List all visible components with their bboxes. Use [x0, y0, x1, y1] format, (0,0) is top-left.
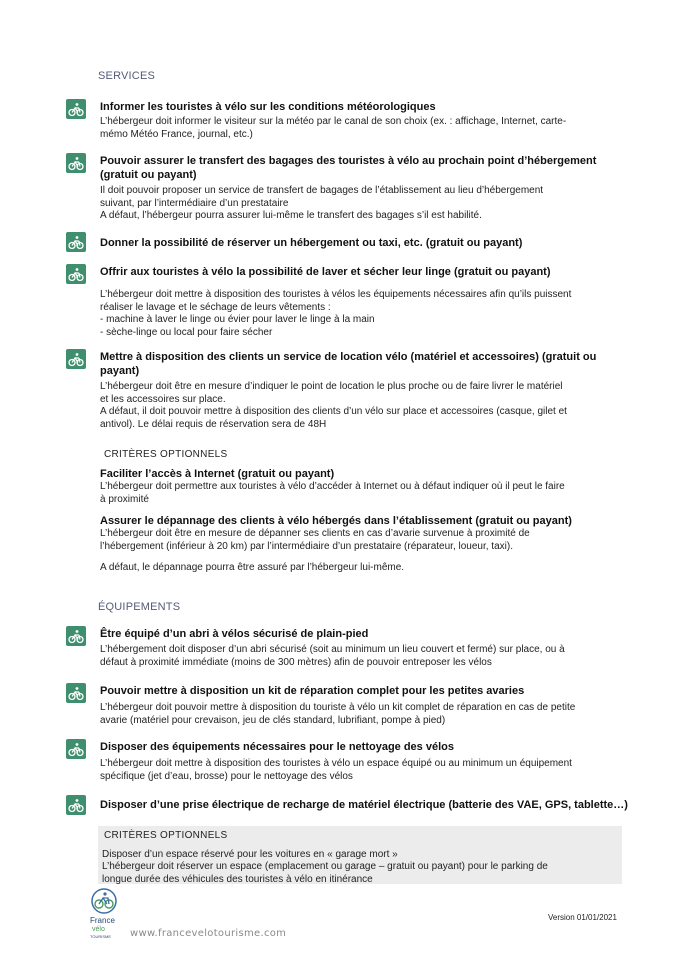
service-item-weather: [66, 99, 636, 143]
item-body: L’hébergeur doit être en mesure d’indiquer le point de location le plus proche ou de faire livrer le matériel et les accessoires sur place. A défaut, il doit pouvoir mettre à disposition des clients d’un vélo sur place et accessoires (casque, gilet et antivol). Le délai requis de réservation sera de 48H: [100, 381, 567, 430]
cyclist-icon: [66, 795, 86, 815]
cyclist-icon: [66, 264, 86, 284]
item-title: Faciliter l’accès à Internet (gratuit ou payant): [100, 468, 335, 480]
optional-item-internet: [100, 467, 634, 506]
cyclist-icon: [66, 232, 86, 252]
optional-criteria-body: Disposer d’un espace réservé pour les voitures en « garage mort » L’hébergeur doit réserver un espace (emplacement ou garage – gratuit ou payant) pour le parking de longue durée des véhicules des touristes à vélo en itinérance: [102, 849, 548, 885]
cyclist-icon: [66, 99, 86, 119]
service-item-luggage-transfer: [66, 153, 636, 223]
equipment-item-repair-kit: [66, 683, 636, 729]
item-title: Pouvoir mettre à disposition un kit de réparation complet pour les petites avaries: [100, 685, 525, 697]
optional-item-repair: [100, 514, 634, 575]
item-title: Disposer d’une prise électrique de recharge de matériel électrique (batterie des VAE, GPS, tablette…): [100, 799, 628, 811]
item-title: Assurer le dépannage des clients à vélo hébergés dans l’établissement (gratuit ou payant): [100, 515, 572, 527]
item-body: L’hébergeur doit mettre à disposition des touristes à vélos les équipements nécessaires afin qu’ils puissent réaliser le lavage et le séchage de leurs vêtements : - machine à laver le linge ou évier pour laver le linge à la main - sèche-linge ou local pour faire sécher: [100, 289, 572, 338]
footer-version: Version 01/01/2021: [548, 913, 617, 922]
service-item-laundry: [66, 264, 636, 342]
item-extra: A défaut, le dépannage pourra être assuré par l’hébergeur lui-même.: [100, 562, 405, 574]
section-heading-services: SERVICES: [98, 70, 156, 82]
optional-criteria-heading: CRITÈRES OPTIONNELS: [104, 830, 228, 841]
cyclist-icon: [66, 683, 86, 703]
item-title: Pouvoir assurer le transfert des bagages des touristes à vélo au prochain point d’hébergement (gratuit ou payant): [100, 155, 597, 181]
item-body: Il doit pouvoir proposer un service de transfert de bagages de l’établissement au lieu d’hébergement suivant, par l’intermédiaire d’un prestataire A défaut, l’hébergeur pourra assurer lui-même le transfert des bagages s’il est habilité.: [100, 185, 544, 222]
item-body: L’hébergeur doit informer le visiteur sur la météo par le canal de son choix (ex. : affichage, Internet, carte- mémo Météo France, journal, etc.): [100, 116, 567, 140]
cyclist-icon: [66, 349, 86, 369]
item-title: Mettre à disposition des clients un service de location vélo (matériel et accessoires) (gratuit ou payant): [100, 351, 597, 377]
cyclist-icon: [66, 739, 86, 759]
item-title: Donner la possibilité de réserver un hébergement ou taxi, etc. (gratuit ou payant): [100, 237, 523, 249]
item-body: L’hébergement doit disposer d’un abri sécurisé (soit au minimum un lieu couvert et fermé) sur place, ou à défaut à proximité immédiate (moins de 300 mètres) afin de pouvoir entreposer les vélos: [100, 644, 565, 668]
footer-website-link[interactable]: www.francevelotourisme.com: [130, 928, 287, 939]
service-item-bike-rental: [66, 349, 636, 439]
item-title: Être équipé d’un abri à vélos sécurisé de plain-pied: [100, 628, 369, 640]
svg-text:France: France: [90, 916, 115, 925]
equipment-item-bike-shelter: [66, 626, 636, 674]
france-velo-tourisme-logo: [86, 888, 126, 944]
cyclist-icon: [66, 626, 86, 646]
item-title: Informer les touristes à vélo sur les conditions météorologiques: [100, 101, 436, 113]
item-body: L’hébergeur doit mettre à disposition des touristes à vélo un espace équipé ou au minimum un équipement spécifique (jet d’eau, brosse) pour le nettoyage des vélos: [100, 758, 572, 782]
logo-cyclist-icon: [86, 888, 126, 944]
svg-text:vélo: vélo: [92, 926, 105, 933]
section-heading-equipements: ÉQUIPEMENTS: [98, 601, 181, 613]
equipment-item-charging: [66, 795, 636, 815]
item-title: Disposer des équipements nécessaires pour le nettoyage des vélos: [100, 741, 454, 753]
svg-text:TOURISME: TOURISME: [90, 934, 112, 939]
cyclist-icon: [66, 153, 86, 173]
service-item-booking: [66, 232, 636, 252]
item-body: L’hébergeur doit permettre aux touristes à vélo d’accéder à Internet ou à défaut indiquer où il peut le faire à proximité: [100, 481, 565, 505]
item-body: L’hébergeur doit pouvoir mettre à disposition du touriste à vélo un kit complet de réparation en cas de petite avarie (matériel pour crevaison, jeu de clés standard, lubrifiant, pompe à pied): [100, 702, 576, 726]
equipment-item-cleaning: [66, 739, 636, 785]
item-body: L’hébergeur doit être en mesure de dépanner ses clients en cas d’avarie survenue à proximité de l’hébergement (inférieur à 20 km) par l’intermédiaire d’un prestataire (réparateur, loueur, taxi).: [100, 528, 530, 552]
item-title: Offrir aux touristes à vélo la possibilité de laver et sécher leur linge (gratuit ou payant): [100, 266, 551, 278]
optional-criteria-heading: CRITÈRES OPTIONNELS: [104, 449, 228, 460]
